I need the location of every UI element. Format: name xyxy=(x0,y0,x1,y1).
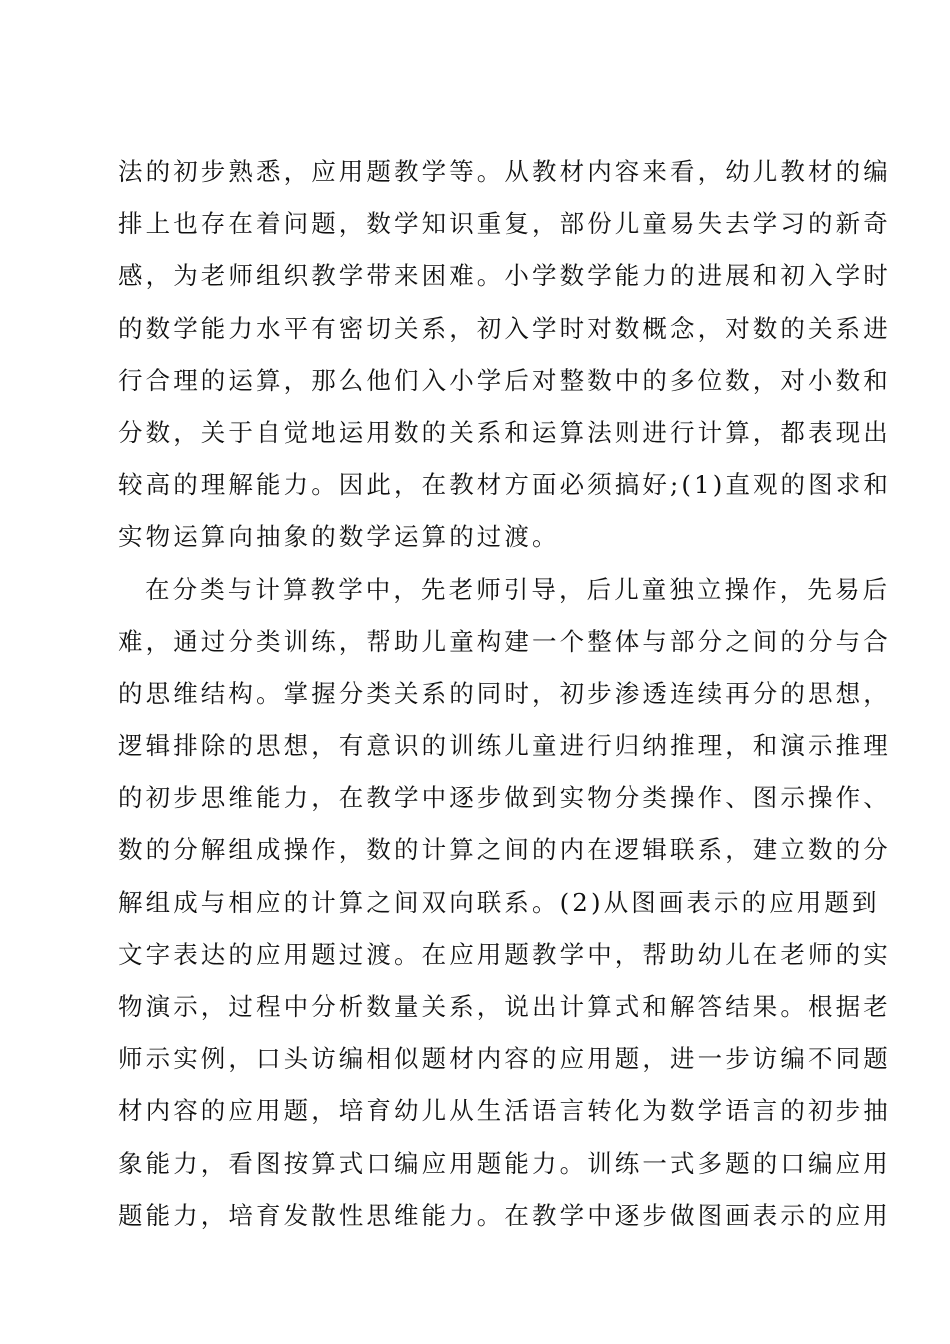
text-line: 逻辑排除的思想，有意识的训练儿童进行归纳推理，和演示推理 xyxy=(118,731,891,761)
body-text xyxy=(118,146,891,1242)
text-line: 较高的理解能力。因此，在教材方面必须搞好;(1)直观的图求和 xyxy=(118,470,891,500)
text-line: 的思维结构。掌握分类关系的同时，初步渗透连续再分的思想， xyxy=(118,678,891,708)
text-line: 分数，关于自觉地运用数的关系和运算法则进行计算，都表现出 xyxy=(118,417,891,447)
text-line: 数的分解组成操作，数的计算之间的内在逻辑联系，建立数的分 xyxy=(118,835,891,865)
text-line: 行合理的运算，那么他们入小学后对整数中的多位数，对小数和 xyxy=(118,365,891,395)
text-line: 文字表达的应用题过渡。在应用题教学中，帮助幼儿在老师的实 xyxy=(118,939,891,969)
text-line: 题能力，培育发散性思维能力。在教学中逐步做图画表示的应用 xyxy=(118,1200,891,1230)
text-line: 感，为老师组织教学带来困难。小学数学能力的进展和初入学时 xyxy=(118,261,891,291)
text-line: 师示实例，口头访编相似题材内容的应用题，进一步访编不同题 xyxy=(118,1044,891,1074)
text-line: 的初步思维能力，在教学中逐步做到实物分类操作、图示操作、 xyxy=(118,783,891,813)
text-line: 象能力，看图按算式口编应用题能力。训练一式多题的口编应用 xyxy=(118,1148,891,1178)
text-line: 物演示，过程中分析数量关系，说出计算式和解答结果。根据老 xyxy=(118,992,891,1021)
paragraph-first-line: 在分类与计算教学中，先老师引导，后儿童独立操作，先易后 xyxy=(145,574,891,604)
text-line: 法的初步熟悉，应用题教学等。从教材内容来看，幼儿教材的编 xyxy=(118,157,891,186)
text-line: 的数学能力水平有密切关系，初入学时对数概念，对数的关系进 xyxy=(118,313,891,343)
text-line: 解组成与相应的计算之间双向联系。(2)从图画表示的应用题到 xyxy=(118,887,880,917)
text-line: 实物运算向抽象的数学运算的过渡。 xyxy=(118,522,560,552)
text-line: 材内容的应用题，培育幼儿从生活语言转化为数学语言的初步抽 xyxy=(118,1096,891,1126)
text-line: 难，通过分类训练，帮助儿童构建一个整体与部分之间的分与合 xyxy=(118,626,891,656)
text-line: 排上也存在着问题，数学知识重复，部份儿童易失去学习的新奇 xyxy=(118,209,891,239)
